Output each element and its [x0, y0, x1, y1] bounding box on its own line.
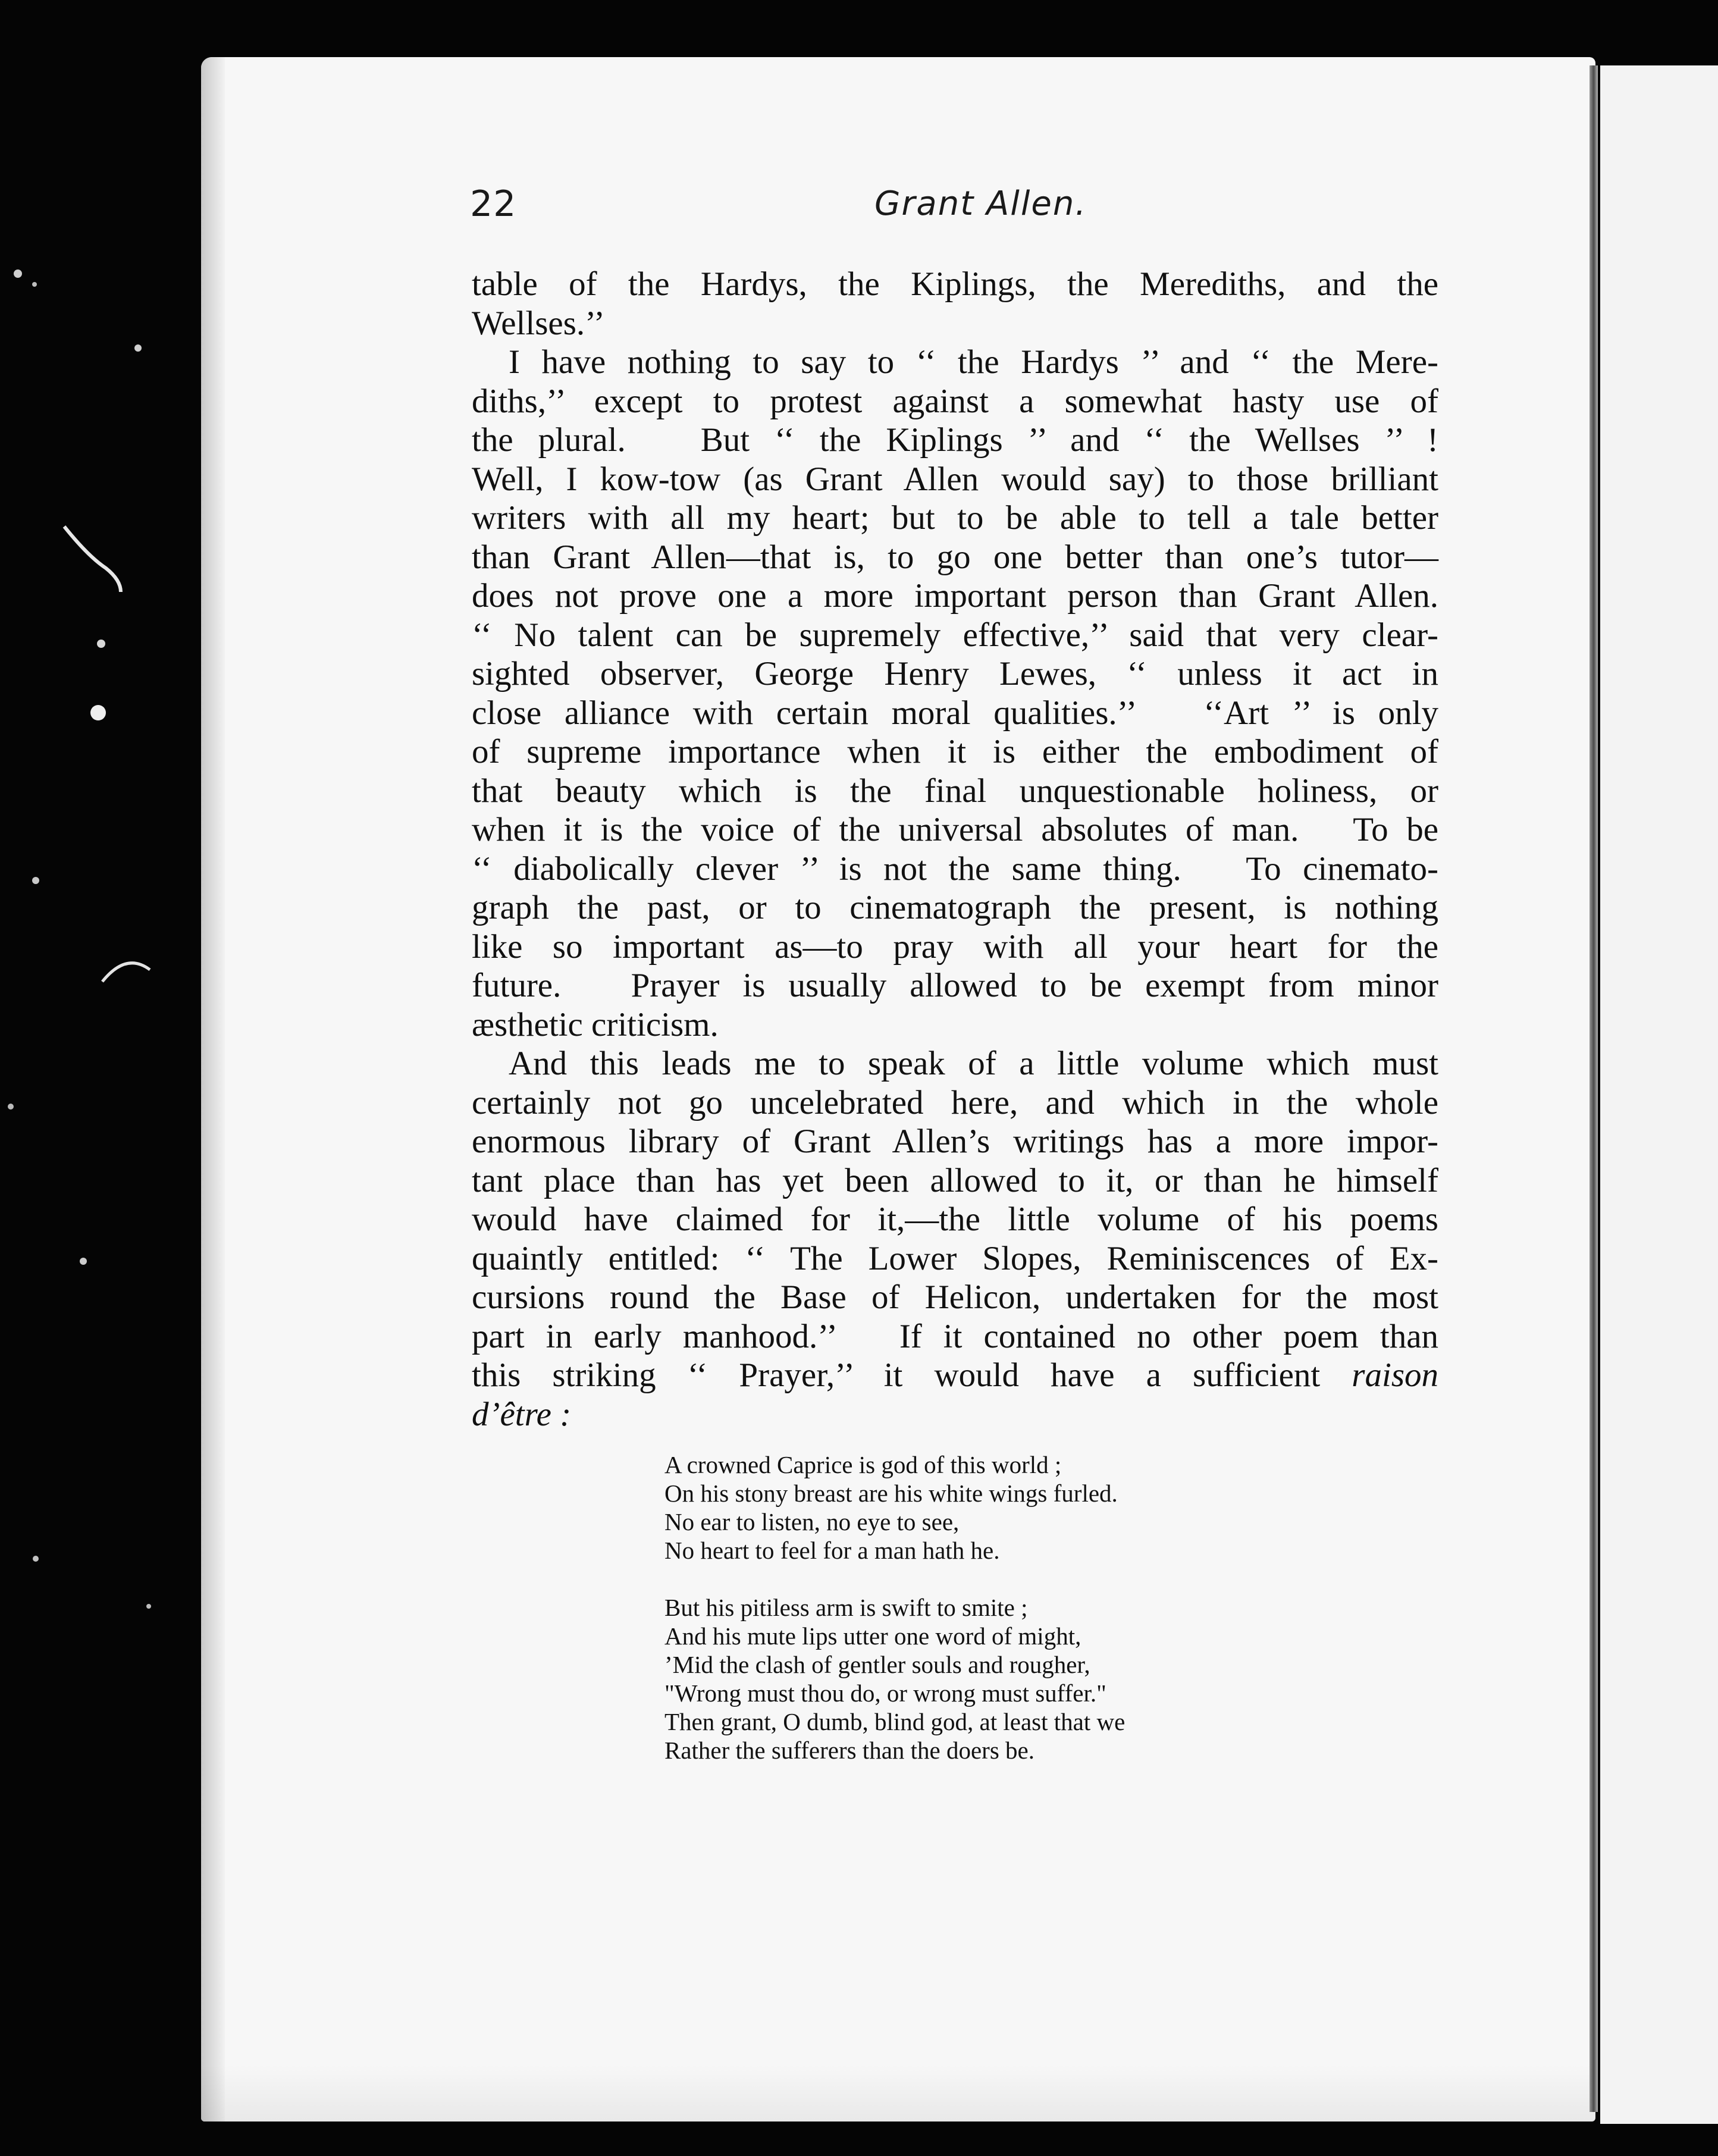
text-line: would have claimed for it,—the little volume of his poems: [472, 1201, 1438, 1238]
text-line: part in early manhood.’’ If it contained no other poem than: [472, 1317, 1438, 1355]
text-line: quaintly entitled: ‘‘ The Lower Slopes, Reminiscences of Ex-: [472, 1239, 1438, 1277]
text-line: than Grant Allen—that is, to go one better than one’s tutor—: [472, 538, 1438, 576]
text-line: Well, I kow-tow (as Grant Allen would say) to those brilliant: [472, 460, 1438, 498]
text-line: Wellses.’’: [472, 304, 605, 342]
page-number: 22: [470, 183, 517, 225]
text-line: that beauty which is the final unquestionable holiness, or: [472, 772, 1438, 810]
text-line: tant place than has yet been allowed to it, or than he himself: [472, 1161, 1438, 1199]
text-line: And this leads me to speak of a little volume which must: [509, 1045, 1438, 1082]
text-line: ‘‘ No talent can be supremely effective,’’ said that very clear-: [472, 616, 1438, 654]
text-line: when it is the voice of the universal absolutes of man. To be: [472, 811, 1438, 848]
poem-line: But his pitiless arm is swift to smite ;: [664, 1594, 1028, 1621]
stanza-gap: [664, 1565, 1125, 1593]
text-line: writers with all my heart; but to be able to tell a tale better: [472, 499, 1438, 537]
text-line: the plural. But ‘‘ the Kiplings ’’ and ‘‘ the Wellses ’’ !: [472, 421, 1438, 459]
running-title: Grant Allen.: [874, 184, 1087, 223]
text-line: graph the past, or to cinematograph the present, is nothing: [472, 889, 1438, 926]
poem-line: ’Mid the clash of gentler souls and rougher,: [664, 1651, 1090, 1678]
poem-line: A crowned Caprice is god of this world ;: [664, 1451, 1062, 1478]
poem-line: No ear to listen, no eye to see,: [664, 1508, 960, 1535]
poem-line: Rather the sufferers than the doers be.: [664, 1737, 1034, 1764]
poem-line: On his stony breast are his white wings furled.: [664, 1480, 1118, 1507]
text-line: cursions round the Base of Helicon, undertaken for the most: [472, 1278, 1438, 1316]
text-line: d’être :: [472, 1395, 572, 1433]
text-line: sighted observer, George Henry Lewes, ‘‘ unless it act in: [472, 655, 1438, 692]
facing-page-edge: [1600, 65, 1718, 2124]
text-line: enormous library of Grant Allen’s writings has a more impor-: [472, 1123, 1438, 1160]
text-line: does not prove one a more important person than Grant Allen.: [472, 577, 1438, 615]
text-line: future. Prayer is usually allowed to be exempt from minor: [472, 967, 1438, 1004]
text-line: close alliance with certain moral qualities.’’ ‘‘Art ’’ is only: [472, 694, 1438, 732]
text-line: of supreme importance when it is either the embodiment of: [472, 733, 1438, 770]
text-line: I have nothing to say to ‘‘ the Hardys ’’ and ‘‘ the Mere-: [509, 343, 1438, 381]
text-line: diths,’’ except to protest against a somewhat hasty use of: [472, 382, 1438, 420]
text-line: ‘‘ diabolically clever ’’ is not the same thing. To cinemato-: [472, 850, 1438, 888]
text-line: this striking ‘‘ Prayer,’’ it would have a sufficient raison: [472, 1356, 1438, 1394]
poem-line: Then grant, O dumb, blind god, at least that we: [664, 1708, 1126, 1735]
text-line: like so important as—to pray with all your heart for the: [472, 927, 1438, 966]
poem-line: "Wrong must thou do, or wrong must suffer.": [664, 1679, 1106, 1707]
book-gutter: [1590, 65, 1598, 2112]
text-line: certainly not go uncelebrated here, and which in the whole: [472, 1083, 1438, 1121]
text-line: æsthetic criticism.: [472, 1005, 719, 1043]
poem-prayer: [664, 1450, 1125, 1765]
page-edge: [201, 57, 225, 2121]
poem-line: And his mute lips utter one word of might,: [664, 1622, 1081, 1650]
body-text: [472, 265, 1438, 1434]
poem-line: No heart to feel for a man hath he.: [664, 1537, 1000, 1564]
page-bottom-shade: [201, 2064, 1595, 2121]
text-line: table of the Hardys, the Kiplings, the Merediths, and the: [472, 265, 1438, 303]
